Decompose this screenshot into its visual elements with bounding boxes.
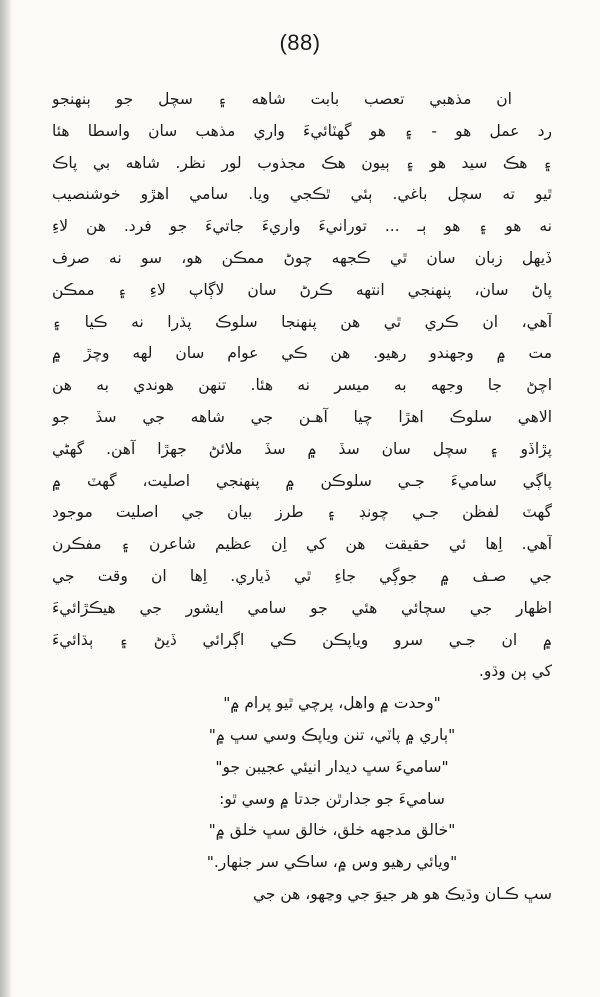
paragraph-line: گهٽ لفظن جـي چونڊ ۽ طرز بيان جي اصليت موجود [52, 503, 552, 522]
paragraph-line: اچڻ جا وجهه به ميسر نه هئا. تنهن هوندي به هن [52, 376, 552, 395]
paragraph-line-last: کي ٻن وڌو. [478, 662, 552, 681]
paragraph-line: ڏيهل زبان سان ٿي ڪجهه چوڻ ممڪن هو، سو نه صرف [52, 248, 552, 267]
verse-line: "خالق مدجهه خلق، خالق سڀ خلق ۾" [208, 821, 456, 840]
page-binding-shadow [0, 0, 12, 997]
paragraph-line: پاڻ سان، پنهنجي انتهه ڪرڻ سان لاڳاپ لاءِ ۽ ممڪن [52, 280, 552, 299]
closing-line: سڀ ڪـان وڌيڪ هو هر جيوَ جي وڃهو، هن جي [252, 884, 552, 903]
paragraph-line: نه هو ۽ هو ٻـ ... تورانيءَ واريءَ جاتيءَ جو فرد. هن لاءِ [52, 217, 552, 236]
paragraph-line: رد عمل هو - ۽ هو گهٽائيءَ واري مذهب سان واسطا هئا [52, 121, 552, 140]
paragraph-line: مت ۾ وجهندو رهيو. هن ڪي عوام سان لهه وچڙ ۾ [52, 344, 552, 363]
paragraph-line: ۽ هڪ سيد هو ۽ ٻيون هڪ مجذوب لور نظر. شاهه بي پاڪ [52, 153, 552, 172]
paragraph-line: الاهي سلوڪ اهڙا چيا آهـن جي شاهه جي سڏ جو [52, 407, 552, 426]
page-number: (88) [279, 30, 321, 55]
paragraph-line: پڙاڏو ۽ سچل سان سڏ ۾ سڏ ملائڻ جهڙا آهن. گهڻي [52, 439, 552, 458]
verse-line: "وحدت ۾ واهل، پرچي ٿيو پرام ۾" [223, 694, 441, 713]
verse-line: "ساميءَ سڀ ديدار انيئي عجيبن جو" [215, 757, 449, 776]
paragraph-line: ۾ ان جـي سرو وياپڪن ڪي اڳرائي ڏيڻ ۽ ٻڌائيءَ [52, 630, 552, 649]
paragraph-line: پاڳي ساميءَ جـي سلوڪن ۾ پنهنجي اصليت، گهٽ ۾ [52, 471, 552, 490]
paragraph-line: آهي، ان ڪري ٿي هن پنهنجا سلوڪ پڌرا نه ڪيا ۽ [52, 312, 552, 331]
paragraph-line: ان مذهبي تعصب بابت شاهه ۽ سچل جو ٻنهنجو [52, 90, 512, 108]
verse-line: "ويائي رهيو وس ۾، ساڪي سر جٺهار." [206, 853, 458, 872]
paragraph-line: جي صـف ۾ جوڳي جاءِ ٿي ڏياري. اِها ان وقت جي [52, 566, 552, 585]
verse-line: "ٻاري ۾ پاٽي، تنن وياپڪ وسي سڀ ۾" [208, 725, 456, 744]
paragraph-line: ٿيو ته سچل باغي. ٻئي ٿڪجي ويا. سامي اهڙو خوشنصيب [52, 185, 552, 204]
verse-intro-line: ساميءَ جو جدارٿن جدتا ۾ وسي ٿو: [219, 789, 445, 808]
paragraph-line: اظهار جي سچائي هئي جو سامي ايشور جي هيڪڙائيءَ [52, 598, 552, 617]
paragraph-line: آهي. اِها ئي حقيقت هن کي اِن عظيم شاعرن ۽ مفڪرن [52, 535, 552, 554]
body-text [52, 84, 552, 911]
